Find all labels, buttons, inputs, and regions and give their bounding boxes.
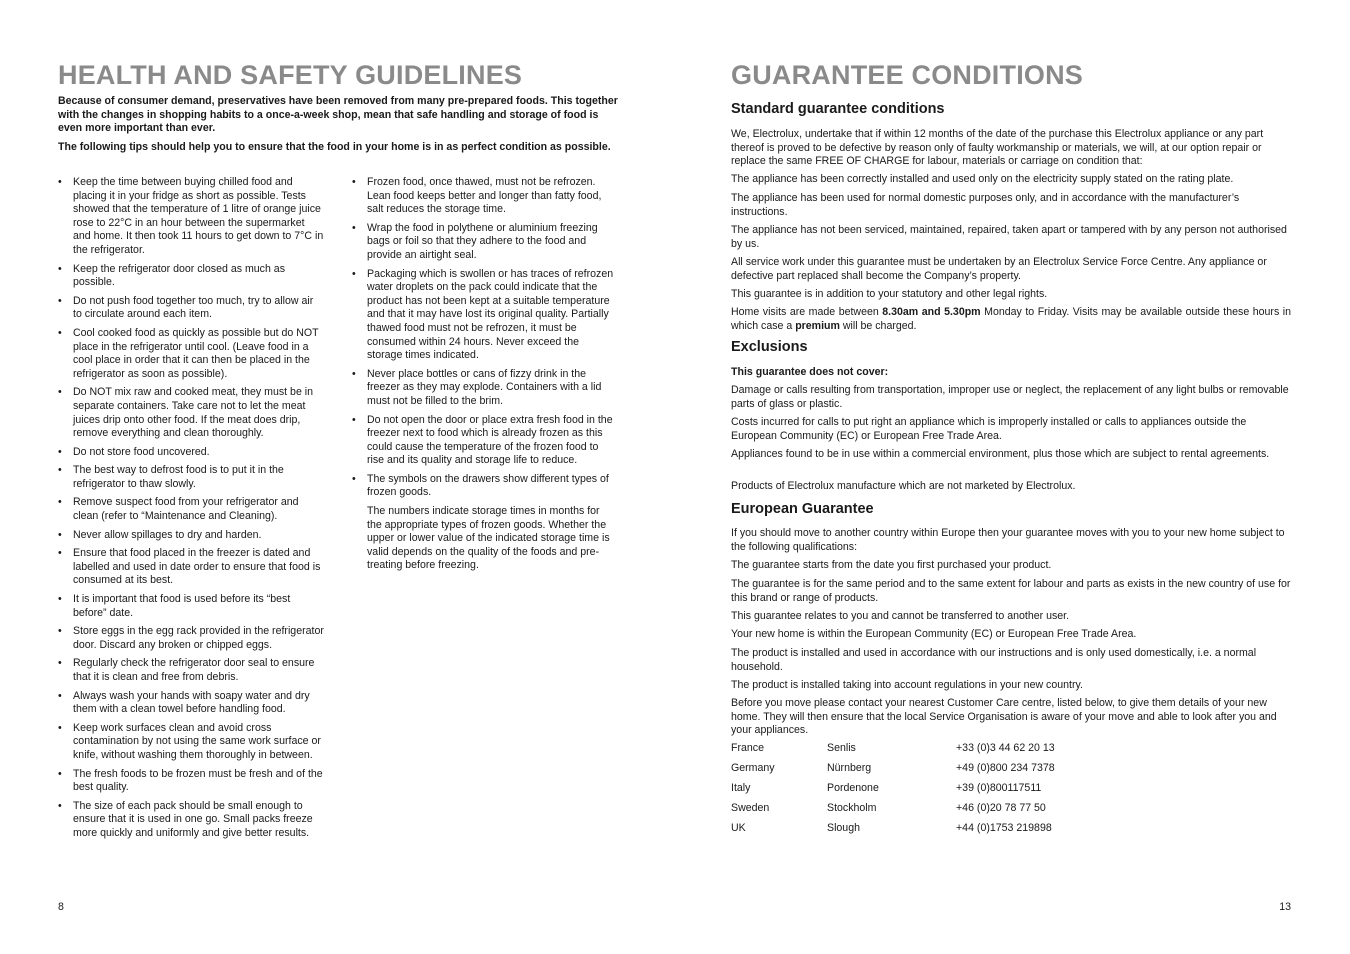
contact-city: Nürnberg bbox=[827, 762, 872, 774]
paragraph: The product is installed taking into account regulations in your new country. bbox=[731, 679, 1083, 691]
paragraph: All service work under this guarantee must be undertaken by an Electrolux Service Force Centre. Any appliance or defective part replaced shall become the Company’s property. bbox=[731, 256, 1267, 282]
contact-country: Germany bbox=[731, 762, 775, 774]
paragraph: The appliance has not been serviced, maintained, repaired, taken apart or tampered with by any person not authorised by us. bbox=[731, 224, 1287, 250]
bullet-icon: • bbox=[58, 326, 62, 339]
contact-city: Senlis bbox=[827, 742, 856, 754]
contact-country: Italy bbox=[731, 782, 751, 794]
bullet-icon: • bbox=[58, 689, 62, 702]
list-item: • Keep work surfaces clean and avoid cross contamination by not using the same work surface or knife, without washing them thoroughly in between. bbox=[58, 721, 321, 761]
paragraph: If you should move to another country within Europe then your guarantee moves with you to your new home subject to the following qualifications: bbox=[731, 527, 1285, 553]
bullet-icon: • bbox=[58, 721, 62, 734]
list-item: • Never allow spillages to dry and harden. bbox=[58, 528, 262, 541]
page-title-health-safety: HEALTH AND SAFETY GUIDELINES bbox=[58, 60, 523, 90]
list-item: • Do not open the door or place extra fresh food in the freezer next to food which is already frozen as this could cause the temperature of the frozen food to rise and its quality and storage life to reduce. bbox=[352, 413, 613, 467]
list-item: • Frozen food, once thawed, must not be refrozen. Lean food keeps better and longer than fatty food, salt reduces the storage time. bbox=[352, 176, 602, 216]
paragraph: This guarantee is in addition to your statutory and other legal rights. bbox=[731, 288, 1048, 300]
bullet-icon: • bbox=[352, 472, 356, 485]
paragraph: We, Electrolux, undertake that if within 12 months of the date of the purchase this Electrolux appliance or any part thereof is proved to be defective by reason only of faulty workmanship or materials, we will, at our option repair or replace the same FREE OF CHARGE for labour, materials or carriage on condition that: bbox=[731, 128, 1264, 168]
bullet-icon: • bbox=[58, 767, 62, 780]
bullet-icon: • bbox=[58, 528, 62, 541]
tips-column-1 bbox=[58, 176, 325, 846]
page-title-guarantee: GUARANTEE CONDITIONS bbox=[731, 60, 1084, 90]
contact-phone: +33 (0)3 44 62 20 13 bbox=[956, 742, 1055, 754]
list-item: • Do not store food uncovered. bbox=[58, 445, 210, 458]
list-item: • Always wash your hands with soapy water and dry them with a clean towel before handling food. bbox=[58, 689, 310, 716]
contact-country: UK bbox=[731, 822, 746, 834]
customer-care-contacts-table bbox=[731, 742, 1291, 842]
contact-country: France bbox=[731, 742, 764, 754]
storage-times-paragraph: The numbers indicate storage times in months for the appropriate types of frozen goods. Whether the upper or lower value of the indicated storage time is valid depends on the quality of the foods and pre-treating before freezing. bbox=[367, 505, 610, 572]
bullet-icon: • bbox=[352, 267, 356, 280]
bullet-icon: • bbox=[58, 657, 62, 670]
list-item: • Remove suspect food from your refrigerator and clean (refer to “Maintenance and Cleaning). bbox=[58, 496, 299, 523]
table-row bbox=[731, 802, 1291, 822]
intro-tips-paragraph: The following tips should help you to ensure that the food in your home is in as perfect condition as possible. bbox=[58, 141, 611, 153]
bullet-icon: • bbox=[58, 176, 62, 188]
bullet-icon: • bbox=[58, 625, 62, 638]
paragraph: The appliance has been used for normal domestic purposes only, and in accordance with the manufacturer’s instructions. bbox=[731, 192, 1240, 218]
list-item: • Do not push food together too much, try to allow air to circulate around each item. bbox=[58, 294, 314, 321]
bullet-icon: • bbox=[352, 367, 356, 380]
contact-city: Slough bbox=[827, 822, 860, 834]
list-item: • Keep the time between buying chilled food and placing it in your fridge as short as possible. Tests showed that the temperature of 1 litre of orange juice rose to 22°C in an hour between the supermarket and home. It then took 11 hours to get down to 7°C in the refrigerator. bbox=[58, 176, 324, 256]
list-item: • Store eggs in the egg rack provided in the refrigerator door. Discard any broken or chipped eggs. bbox=[58, 625, 324, 651]
heading-standard-guarantee: Standard guarantee conditions bbox=[731, 101, 945, 117]
list-item: • The fresh foods to be frozen must be fresh and of the best quality. bbox=[58, 767, 323, 794]
bullet-icon: • bbox=[58, 799, 62, 812]
bullet-icon: • bbox=[58, 386, 62, 399]
heading-exclusions: Exclusions bbox=[731, 339, 808, 355]
contact-phone: +46 (0)20 78 77 50 bbox=[956, 802, 1046, 814]
list-item: • Do NOT mix raw and cooked meat, they must be in separate containers. Take care not to let the meat juices drip onto other food. If the meat does drip, remove everything and clean thoroughly. bbox=[58, 386, 314, 440]
table-row bbox=[731, 762, 1291, 782]
list-item: • Wrap the food in polythene or aluminium freezing bags or foil so that they adhere to the food and provide an airtight seal. bbox=[352, 221, 598, 261]
bullet-icon: • bbox=[352, 221, 356, 234]
table-row bbox=[731, 742, 1291, 762]
paragraph: This guarantee relates to you and cannot be transferred to another user. bbox=[731, 610, 1070, 622]
list-item: • Keep the refrigerator door closed as much as possible. bbox=[58, 262, 285, 289]
heading-european-guarantee: European Guarantee bbox=[731, 501, 874, 517]
paragraph: The guarantee starts from the date you first purchased your product. bbox=[731, 559, 1052, 571]
contact-city: Pordenone bbox=[827, 782, 879, 794]
bullet-icon: • bbox=[58, 593, 62, 606]
contact-phone: +49 (0)800 234 7378 bbox=[956, 762, 1055, 774]
paragraph: The guarantee is for the same period and to the same extent for labour and parts as exists in the new country of use for this brand or range of products. bbox=[731, 578, 1291, 604]
paragraph: Appliances found to be in use within a commercial environment, plus those which are subject to rental agreements. bbox=[731, 448, 1270, 460]
home-visits-paragraph: Home visits are made between 8.30am and 5.30pm Monday to Friday. Visits may be available outside these hours in which case a premium will be charged. bbox=[731, 306, 1292, 332]
paragraph: Damage or calls resulting from transportation, improper use or neglect, the replacement of any light bulbs or removable parts of glass or plastic. bbox=[731, 384, 1289, 410]
tips-column-2 bbox=[352, 176, 617, 573]
exclusions-lead: This guarantee does not cover: bbox=[731, 366, 889, 378]
bullet-icon: • bbox=[352, 176, 356, 188]
contact-country: Sweden bbox=[731, 802, 770, 814]
intro-paragraph: Because of consumer demand, preservatives have been removed from many pre-prepared foods. This together with the changes in shopping habits to a once-a-week shop, mean that safe handling and storage of food is even more important than ever. bbox=[58, 95, 618, 135]
list-item: • Packaging which is swollen or has traces of refrozen water droplets on the pack could indicate that the product has not been kept at a suitable temperature and that it may have lost its original quality. Partially thawed food must not be refrozen, it must be consumed within 24 hours. Never exceed the storage times indicated. bbox=[352, 267, 614, 362]
paragraph: The appliance has been correctly installed and used only on the electricity supply stated on the rating plate. bbox=[731, 173, 1234, 185]
paragraph: Products of Electrolux manufacture which are not marketed by Electrolux. bbox=[731, 480, 1076, 492]
paragraph: Your new home is within the European Community (EC) or European Free Trade Area. bbox=[731, 628, 1137, 640]
paragraph: The product is installed and used in accordance with our instructions and is only used domestically, i.e. a normal household. bbox=[731, 647, 1257, 673]
paragraph: Costs incurred for calls to put right an appliance which is improperly installed or calls to appliances outside the European Community (EC) or European Free Trade Area. bbox=[731, 416, 1247, 442]
list-item: • Ensure that food placed in the freezer is dated and labelled and used in date order to ensure that food is consumed at its best. bbox=[58, 547, 321, 587]
contact-phone: +44 (0)1753 219898 bbox=[956, 822, 1052, 834]
list-item: • The best way to defrost food is to put it in the refrigerator to thaw slowly. bbox=[58, 464, 284, 490]
contact-phone: +39 (0)800117511 bbox=[956, 782, 1042, 794]
list-item: • Cool cooked food as quickly as possible but do NOT place in the refrigerator until cool. (Leave food in a cool place in order that it can then be placed in the refrigerator as soon as possible). bbox=[58, 326, 319, 380]
bullet-icon: • bbox=[58, 496, 62, 509]
page-number-right: 13 bbox=[1279, 901, 1291, 913]
page-number-left: 8 bbox=[58, 901, 64, 913]
table-row bbox=[731, 782, 1291, 802]
list-item: • The size of each pack should be small enough to ensure that it is used in one go. Small packs freeze more quickly and uniformly and give better results. bbox=[58, 799, 313, 839]
bullet-icon: • bbox=[58, 464, 62, 477]
list-item: • The symbols on the drawers show different types of frozen goods. bbox=[352, 472, 609, 499]
list-item: • It is important that food is used before its “best before” date. bbox=[58, 593, 291, 619]
paragraph: Before you move please contact your nearest Customer Care centre, listed below, to give them details of your new home. They will then ensure that the local Service Organisation is aware of your move and able to look after you and your appliances. bbox=[731, 697, 1277, 737]
list-item: • Never place bottles or cans of fizzy drink in the freezer as they may explode. Containers with a lid must not be filled to the brim. bbox=[352, 367, 602, 407]
bullet-icon: • bbox=[58, 262, 62, 275]
contact-city: Stockholm bbox=[827, 802, 877, 814]
list-item: • Regularly check the refrigerator door seal to ensure that it is clean and free from debris. bbox=[58, 657, 315, 683]
bullet-icon: • bbox=[58, 294, 62, 307]
bullet-icon: • bbox=[352, 413, 356, 426]
bullet-icon: • bbox=[58, 547, 62, 560]
table-row bbox=[731, 822, 1291, 842]
bullet-icon: • bbox=[58, 445, 62, 458]
